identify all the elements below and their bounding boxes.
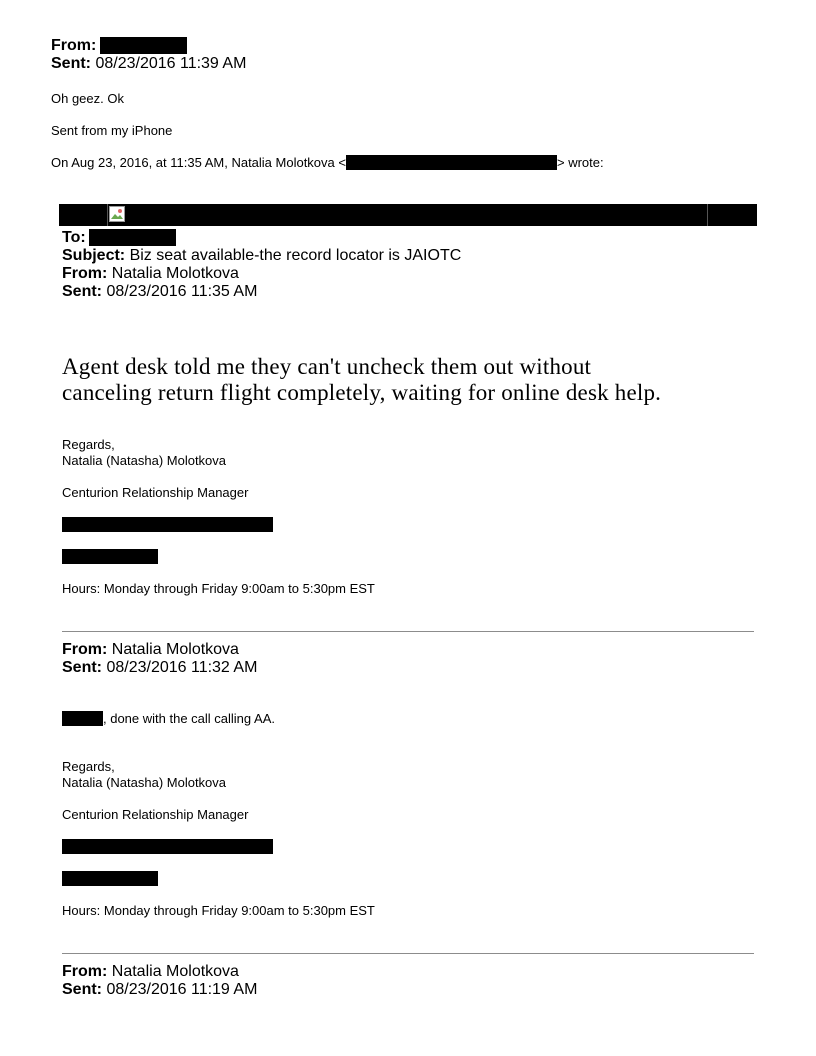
msg2-regards: Regards, [62, 759, 115, 774]
msg3-from-line [62, 963, 239, 981]
msg1-regards: Regards, [62, 437, 115, 452]
sent-value: 08/23/2016 11:39 AM [95, 55, 247, 72]
banner-divider [107, 204, 108, 226]
from-label: From: [62, 265, 108, 282]
sent-label: Sent: [51, 55, 91, 72]
from-label: From: [51, 37, 97, 54]
from-label: From: [62, 641, 108, 658]
from-value: Natalia Molotkova [111, 963, 239, 980]
msg1-signature-name: Natalia (Natasha) Molotkova [62, 453, 227, 468]
msg1-body-line2: canceling return flight completely, waiting for online desk help. [62, 380, 662, 405]
redaction-block [62, 711, 103, 726]
from-value: Natalia Molotkova [111, 641, 239, 658]
redaction-block [62, 549, 158, 564]
sent-label: Sent: [62, 981, 102, 998]
redaction-block [62, 517, 273, 532]
msg2-sent-line [62, 659, 257, 677]
sent-label: Sent: [62, 659, 102, 676]
banner-redaction [59, 204, 757, 226]
quote-line [51, 155, 604, 171]
msg1-subject-line [62, 247, 461, 265]
broken-image-icon [109, 206, 125, 222]
msg1-body-line1: Agent desk told me they can't uncheck them out without [62, 354, 592, 379]
msg1-hours: Hours: Monday through Friday 9:00am to 5:30pm EST [62, 581, 375, 596]
msg1-sent-line [62, 283, 257, 301]
redaction-block [100, 37, 187, 54]
redaction-block [89, 229, 176, 246]
sent-value: 08/23/2016 11:32 AM [106, 659, 258, 676]
msg1-signature-title: Centurion Relationship Manager [62, 485, 249, 500]
message-divider [62, 953, 754, 954]
top-from-line [51, 37, 96, 55]
redaction-block [62, 871, 158, 886]
top-body-line2: Sent from my iPhone [51, 123, 173, 138]
msg2-from-line [62, 641, 239, 659]
quote-suffix: > wrote: [556, 155, 604, 170]
subject-label: Subject: [62, 247, 126, 264]
msg1-from-line [62, 265, 239, 283]
sent-value: 08/23/2016 11:35 AM [106, 283, 258, 300]
redaction-block [346, 155, 557, 170]
top-sent-line [51, 55, 246, 73]
sent-value: 08/23/2016 11:19 AM [106, 981, 258, 998]
top-body-line1: Oh geez. Ok [51, 91, 124, 106]
msg2-signature-title: Centurion Relationship Manager [62, 807, 249, 822]
banner-divider [707, 204, 708, 226]
msg3-sent-line [62, 981, 257, 999]
subject-value: Biz seat available-the record locator is JAIOTC [129, 247, 462, 264]
quote-prefix: On Aug 23, 2016, at 11:35 AM, Natalia Molotkova < [51, 155, 346, 170]
msg2-signature-name: Natalia (Natasha) Molotkova [62, 775, 227, 790]
to-label: To: [62, 229, 86, 246]
redaction-block [62, 839, 273, 854]
from-label: From: [62, 963, 108, 980]
from-value: Natalia Molotkova [111, 265, 239, 282]
msg2-body: , done with the call calling AA. [103, 711, 275, 726]
msg1-to-line [62, 229, 86, 247]
msg2-hours: Hours: Monday through Friday 9:00am to 5:30pm EST [62, 903, 375, 918]
sent-label: Sent: [62, 283, 102, 300]
message-divider [62, 631, 754, 632]
